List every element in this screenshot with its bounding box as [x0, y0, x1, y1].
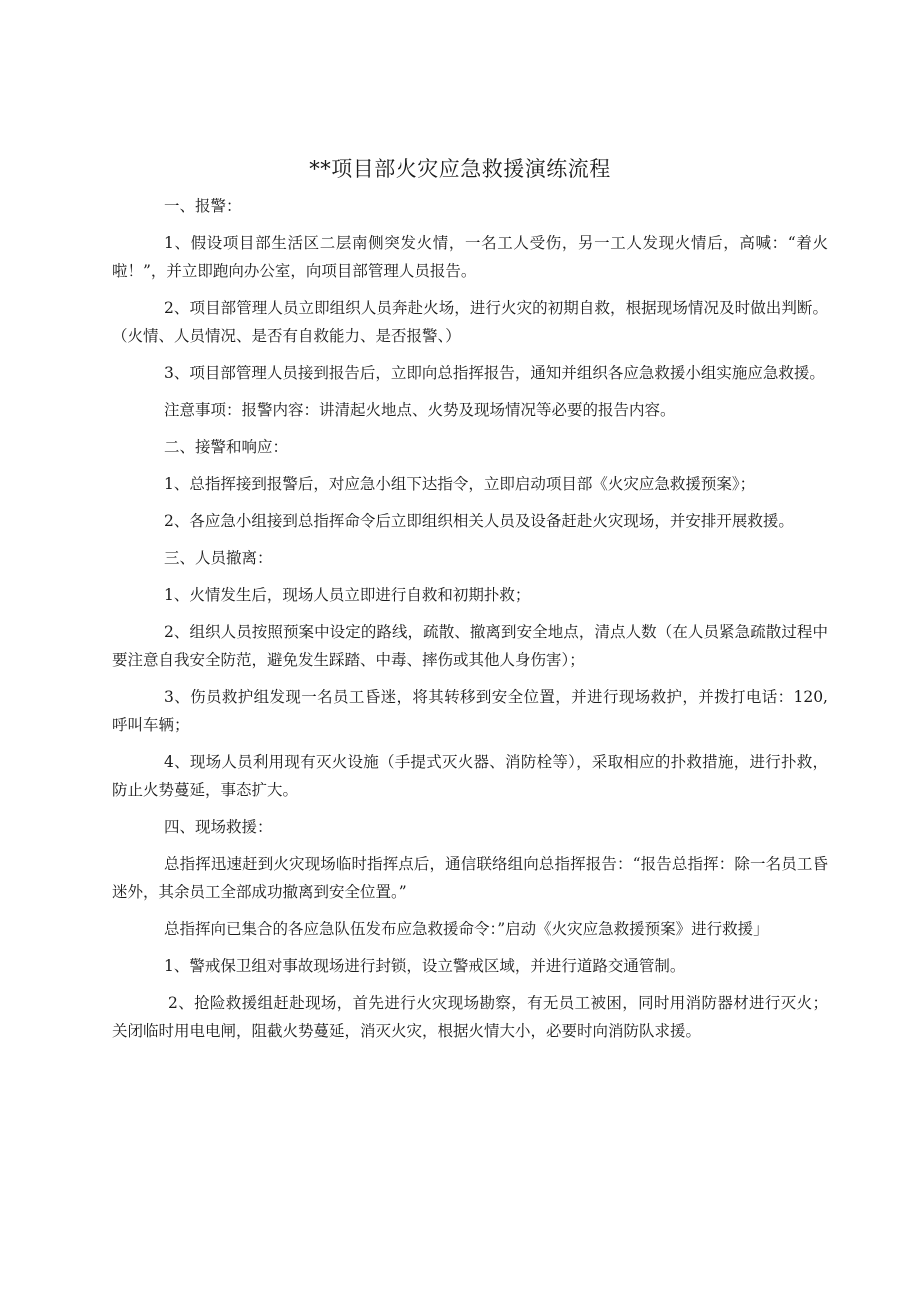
- paragraph: 2、项目部管理人员立即组织人员奔赴火场，进行火灾的初期自救，根据现场情况及时做出判断。（火情、人员情况、是否有自救能力、是否报警、）: [112, 299, 828, 345]
- paragraph: 1、警戒保卫组对事故现场进行封锁，设立警戒区域，并进行道路交通管制。: [164, 957, 686, 975]
- section-heading-response: 二、接警和响应：: [164, 438, 289, 456]
- section-heading-alarm: 一、报警：: [164, 197, 242, 215]
- paragraph: 2、抢险救援组赶赴现场，首先进行火灾现场勘察，有无员工被困，同时用消防器材进行灭火；关闭临时用电电闸，阻截火势蔓延，消灭火灾，根据火情大小，必要时向消防队求援。: [112, 994, 828, 1040]
- paragraph: 1、假设项目部生活区二层南侧突发火情，一名工人受伤，另一工人发现火情后，高喊：“着火啦！”，并立即跑向办公室，向项目部管理人员报告。: [112, 234, 828, 280]
- paragraph: 2、组织人员按照预案中设定的路线，疏散、撤离到安全地点，清点人数（在人员紧急疏散过程中要注意自我安全防范，避免发生踩踏、中毒、摔伤或其他人身伤害）；: [112, 623, 828, 669]
- paragraph: 1、火情发生后，现场人员立即进行自救和初期扑救；: [164, 586, 531, 604]
- paragraph: 3、伤员救护组发现一名员工昏迷，将其转移到安全位置，并进行现场救护，并拨打电话：120,呼叫车辆；: [112, 688, 828, 734]
- paragraph: 3、项目部管理人员接到报告后，立即向总指挥报告，通知并组织各应急救援小组实施应急救援。: [164, 364, 825, 382]
- paragraph: 4、现场人员利用现有灭火设施（手提式灭火器、消防栓等），采取相应的扑救措施，进行扑救，防止火势蔓延，事态扩大。: [112, 753, 828, 799]
- section-heading-evacuation: 三、人员撤离：: [164, 549, 273, 567]
- document-title: **项目部火灾应急救援演练流程: [309, 157, 611, 182]
- paragraph: 1、总指挥接到报警后，对应急小组下达指令，立即启动项目部《火灾应急救援预案》；: [164, 475, 756, 493]
- paragraph: 总指挥向已集合的各应急队伍发布应急救援命令：”启动《火灾应急救援预案》进行救援」: [164, 920, 769, 938]
- paragraph: 2、各应急小组接到总指挥命令后立即组织相关人员及设备赶赴火灾现场，并安排开展救援。: [164, 512, 794, 530]
- section-heading-rescue: 四、现场救援：: [164, 818, 273, 836]
- document-body: [112, 192, 828, 1054]
- notice-paragraph: 注意事项：报警内容：讲清起火地点、火势及现场情况等必要的报告内容。: [164, 401, 676, 419]
- paragraph: 总指挥迅速赶到火灾现场临时指挥点后，通信联络组向总指挥报告：“报告总指挥：除一名员工昏迷外，其余员工全部成功撤离到安全位置。”: [112, 855, 828, 901]
